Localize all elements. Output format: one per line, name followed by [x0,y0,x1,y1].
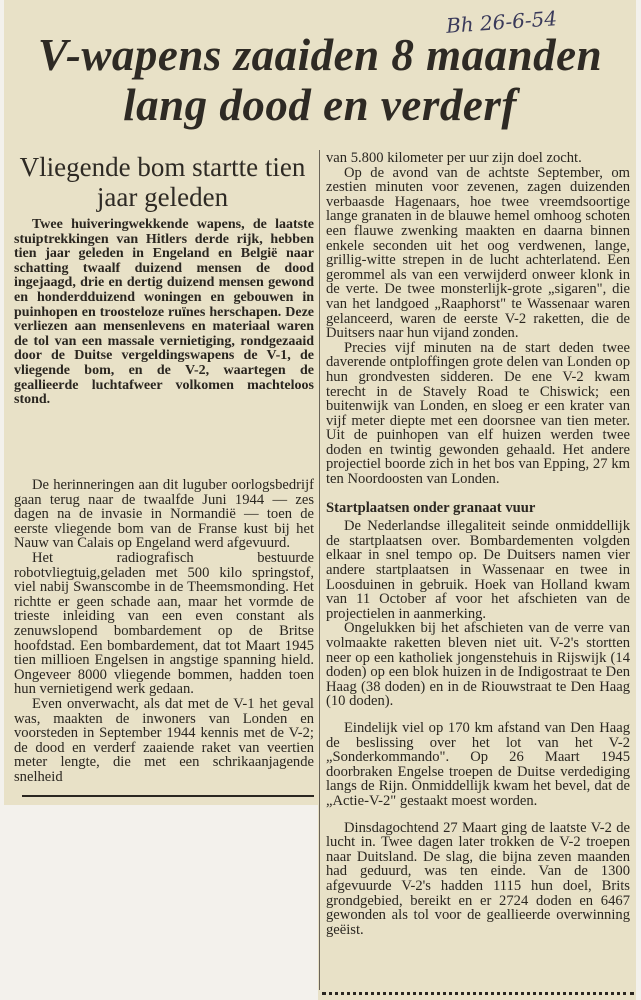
paragraph: De Nederlandse illegaliteit seinde onmiddellijk de startplaatsen over. Bombardementen volgden elkaar in snel tempo op. De Duitsers namen vier andere startplaatsen in Wassenaar en twee in Loosduinen in gebruik. Hoek van Holland kwam van 11 October af voor het afschieten van de projectielen in aanmerking. [326,518,630,622]
paragraph: Ongelukken bij het afschieten van de verre van volmaakte raketten bleven niet uit. V-2's stortten neer op een katholiek jongenstehuis in Rijswijk (14 doden) op een blok huizen in de Indigostraat te Den Haag (38 doden) en in de Riouwstraat te Den Haag (10 doden). [326,620,630,710]
handwritten-date-note: Bh 26-6-54 [445,6,558,38]
paragraph: Twee huiveringwekkende wapens, de laatste stuiptrekkingen van Hitlers derde rijk, hebben tien jaar geleden in Engeland en België naar schatting twaalf duizend mensen de dood ingejaagd, drie en dertig duizend mensen gewond en honderdduizend woningen en gebouwen in puinhopen en troosteloze ruïnes herschapen. Deze verliezen aan mensenlevens en materiaal waren de tol van een massale vernietiging, rondgezaaid door de Duitse vergeldingswapens de V-1, de vliegende bom, en de V-2, waartegen de geallieerde luchtafweer volkomen machteloos stond. [14,217,314,408]
paragraph: Het radiografisch bestuurde robotvliegtuig,geladen met 500 kilo springstof, viel nabij Swanscombe in de Theemsmonding. Het richtte er geen schade aan, maar het vormde de trieste inleiding van een even constant als zenuwslopend bombardement op de Britse hoofdstad. Een bombardement, dat tot Maart 1945 tien millioen Engelsen in angstige spanning hield. Ongeveer 8000 vliegende bommen, hadden toen hun vernietigend werk gedaan. [14,549,314,698]
divider [322,992,634,999]
right-column [326,151,630,937]
paragraph: De herinneringen aan dit luguber oorlogsbedrijf gaan terug naar de twaalfde Juni 1944 — zes dagen na de invasie in Normandië — toen de eerste vliegende bom van de Franse kust bij het Nauw van Calais op Engeland werd afgevuurd. [14,477,314,552]
section-heading: Startplaatsen onder granaat vuur [326,499,536,516]
headline: V-wapens zaaiden 8 maanden lang dood en verderf [37,30,603,130]
column-divider [319,150,320,990]
paragraph: Eindelijk viel op 170 km afstand van Den Haag de beslissing over het lot van het V-2 „Sonderkommando". Op 26 Maart 1945 doorbraken Engelse troepen de Duitse verdediging langs de Rijn. Onmiddellijk kwam het bevel, dat de „Actie-V-2" gestaakt moest worden. [326,719,630,809]
paragraph: Dinsdagochtend 27 Maart ging de laatste V-2 de lucht in. Twee dagen later trokken de V-2 troepen naar Duitsland. De slag, die bijna zeven maanden had geduurd, was ten einde. Van de 1300 afgevuurde V-2's hadden 1115 hun doel, Brits grondgebied, bereikt en er 2724 doden en 6467 gewonden als tol voor de geallieerde overwinning geëist. [326,819,630,938]
divider [22,795,314,797]
intro-paragraph [14,218,314,408]
left-column [14,478,314,784]
paragraph: van 5.800 kilometer per uur zijn doel zocht. [326,150,582,166]
paragraph: Precies vijf minuten na de start deden twee daverende ontploffingen grote delen van Londen op hun grondvesten sidderen. De ene V-2 kwam terecht in de Stavely Road te Chiswick; een buitenwijk van Londen, en sloeg er een krater van vijf meter diepte met een doorsnee van tien meter. Uit de puinhopen van elf huizen werden twee doden en twintig gewonden gehaald. Het andere projectiel boorde zich in het bos van Epping, 27 km ten Noordoosten van Londen. [326,339,630,488]
paragraph: Op de avond van de achtste September, om zestien minuten voor zevenen, zagen duizenden verbaasde Hagenaars, hoe twee vreemdsoortige lange granaten in de blauwe hemel omhoog schoten een flauwe zwenking maakten en daarna binnen enkele seconden uit het oog verdwenen, lange, grillig-witte strepen in de lucht achterlatend. Een gerommel als van een verwijderd onweer klonk in de verte. De twee monsterlijk-grote „sigaren", die van het landgoed „Raaphorst" te Wassenaar waren gelanceerd, waren de eerste V-2 raketten, die de Duitsers naar hun vijand zonden. [326,164,630,342]
paragraph: Even onverwacht, als dat met de V-1 het geval was, maakten de inwoners van Londen en voorsteden in September 1944 kennis met de V-2; de dood en verderf zaaiende raket van veertien meter lengte, die met een schrikaanjagende snelheid [14,695,314,785]
subheadline: Vliegende bom startte tien jaar geleden [19,152,306,212]
